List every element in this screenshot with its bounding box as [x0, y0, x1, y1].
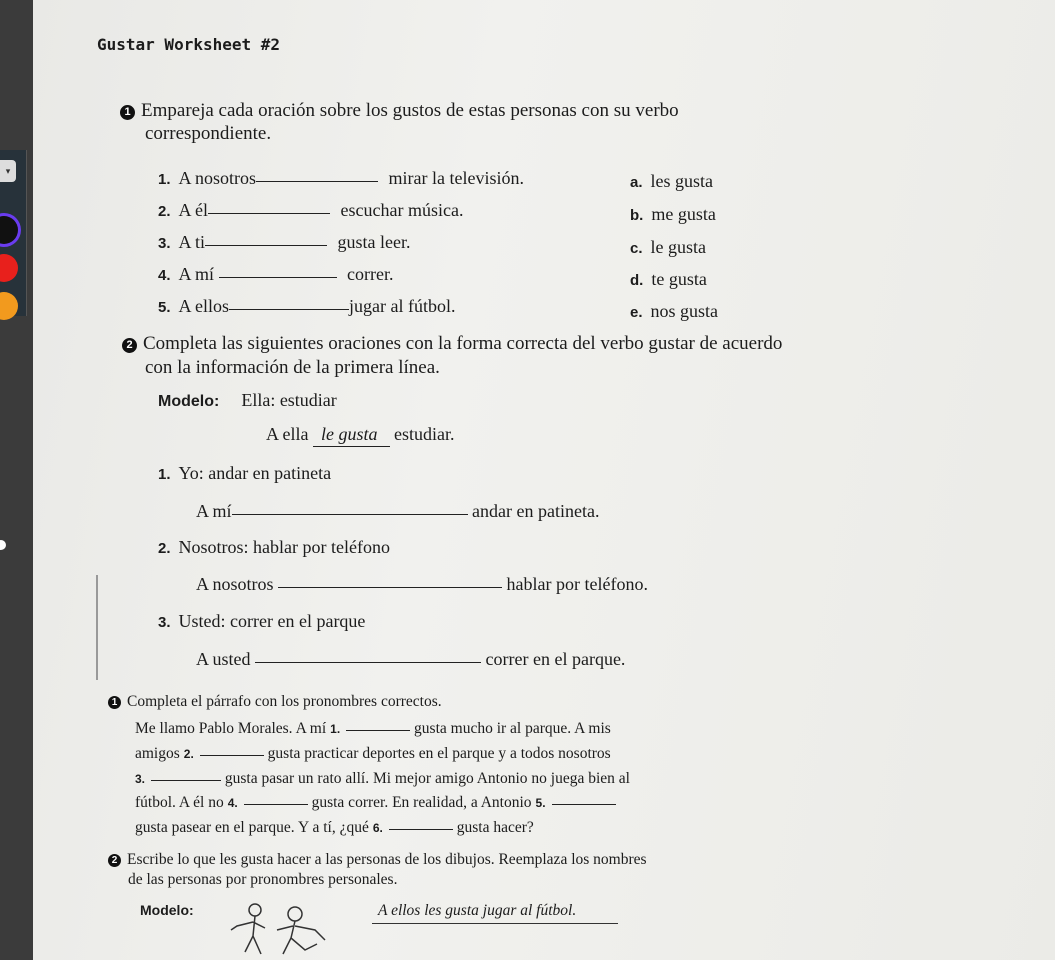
match-item-3: 3. A ti gusta leer. [158, 232, 411, 252]
exercise-1-prompt: 1. Yo: andar en patineta [158, 463, 332, 483]
paragraph-line-2: amigos 2. gusta practicar deportes en el parque y a todos nosotros [135, 745, 611, 762]
answer-blank[interactable] [200, 754, 264, 756]
answer-blank[interactable] [232, 513, 468, 515]
margin-line [96, 575, 98, 680]
color-swatch-white[interactable] [0, 540, 6, 550]
section-number-icon: 2 [122, 338, 137, 353]
answer-blank[interactable] [552, 803, 616, 805]
section1-instruction: 1 Empareja cada oración sobre los gustos de estas personas con su verbo [120, 100, 679, 122]
option-d: d. te gusta [630, 269, 707, 289]
section-number-icon: 2 [108, 854, 121, 867]
exercise-1-sentence: A mí andar en patineta. [196, 501, 600, 521]
paragraph-line-5: gusta pasear en el parque. Y a tí, ¿qué 6. gusta hacer? [135, 819, 534, 836]
paragraph-line-3: 3. gusta pasar un rato allí. Mi mejor amigo Antonio no juega bien al [135, 770, 630, 787]
section1-instruction-cont: correspondiente. [145, 123, 272, 144]
section4-instruction-cont: de las personas por pronombres personales. [128, 871, 398, 888]
option-c: c. le gusta [630, 237, 707, 257]
section-number-icon: 1 [108, 696, 121, 709]
color-palette [0, 150, 27, 316]
exercise-2-sentence: A nosotros hablar por teléfono. [196, 574, 648, 594]
color-swatch-red[interactable] [0, 254, 18, 282]
section3-instruction: 1 Completa el párrafo con los pronombres correctos. [108, 693, 442, 711]
model-sentence: A ella le gusta estudiar. [266, 423, 455, 445]
model-prompt: Modelo: Ella: estudiar [158, 390, 337, 410]
answer-blank[interactable] [255, 661, 481, 663]
worksheet-title: Gustar Worksheet #2 [97, 35, 281, 54]
answer-blank[interactable] [208, 212, 330, 214]
color-swatch-black[interactable] [0, 216, 18, 244]
option-e: e. nos gusta [630, 301, 719, 321]
section2-instruction-cont: con la información de la primera línea. [145, 357, 440, 378]
exercise-3-prompt: 3. Usted: correr en el parque [158, 611, 366, 631]
paragraph-line-4: fútbol. A él no 4. gusta correr. En realidad, a Antonio 5. [135, 794, 616, 812]
section-number-icon: 1 [120, 105, 135, 120]
answer-blank[interactable] [229, 308, 349, 310]
drawing-toolbar [0, 0, 33, 960]
model-label: Modelo: [140, 902, 194, 918]
model-answer: A ellos les gusta jugar al fútbol. [372, 902, 618, 924]
color-swatch-orange[interactable] [0, 292, 18, 320]
section2-instruction: 2 Completa las siguientes oraciones con la forma correcta del verbo gustar de acuerdo [122, 333, 782, 355]
answer-blank[interactable] [346, 729, 410, 731]
palette-dropdown-button[interactable]: ▾ [0, 160, 16, 182]
section4-instruction: 2 Escribe lo que les gusta hacer a las personas de los dibujos. Reemplaza los nombres [108, 851, 647, 869]
answer-blank[interactable] [278, 586, 502, 588]
answer-blank[interactable] [151, 779, 221, 781]
answer-blank[interactable] [256, 180, 378, 182]
option-a: a. les gusta [630, 171, 714, 191]
exercise-2-prompt: 2. Nosotros: hablar por teléfono [158, 537, 390, 557]
paragraph-line-1: Me llamo Pablo Morales. A mí 1. gusta mucho ir al parque. A mis [135, 720, 611, 737]
exercise-3-sentence: A usted correr en el parque. [196, 649, 626, 669]
match-item-4: 4. A mí correr. [158, 264, 394, 284]
answer-blank[interactable] [219, 276, 337, 278]
answer-blank[interactable] [389, 828, 453, 830]
match-item-5: 5. A ellos jugar al fútbol. [158, 296, 456, 316]
answer-blank[interactable] [205, 244, 327, 246]
answer-blank[interactable] [244, 803, 308, 805]
match-item-1: 1. A nosotros mirar la televisión. [158, 168, 524, 188]
match-item-2: 2. A él escuchar música. [158, 200, 464, 220]
soccer-players-drawing [225, 900, 340, 960]
option-b: b. me gusta [630, 204, 716, 224]
